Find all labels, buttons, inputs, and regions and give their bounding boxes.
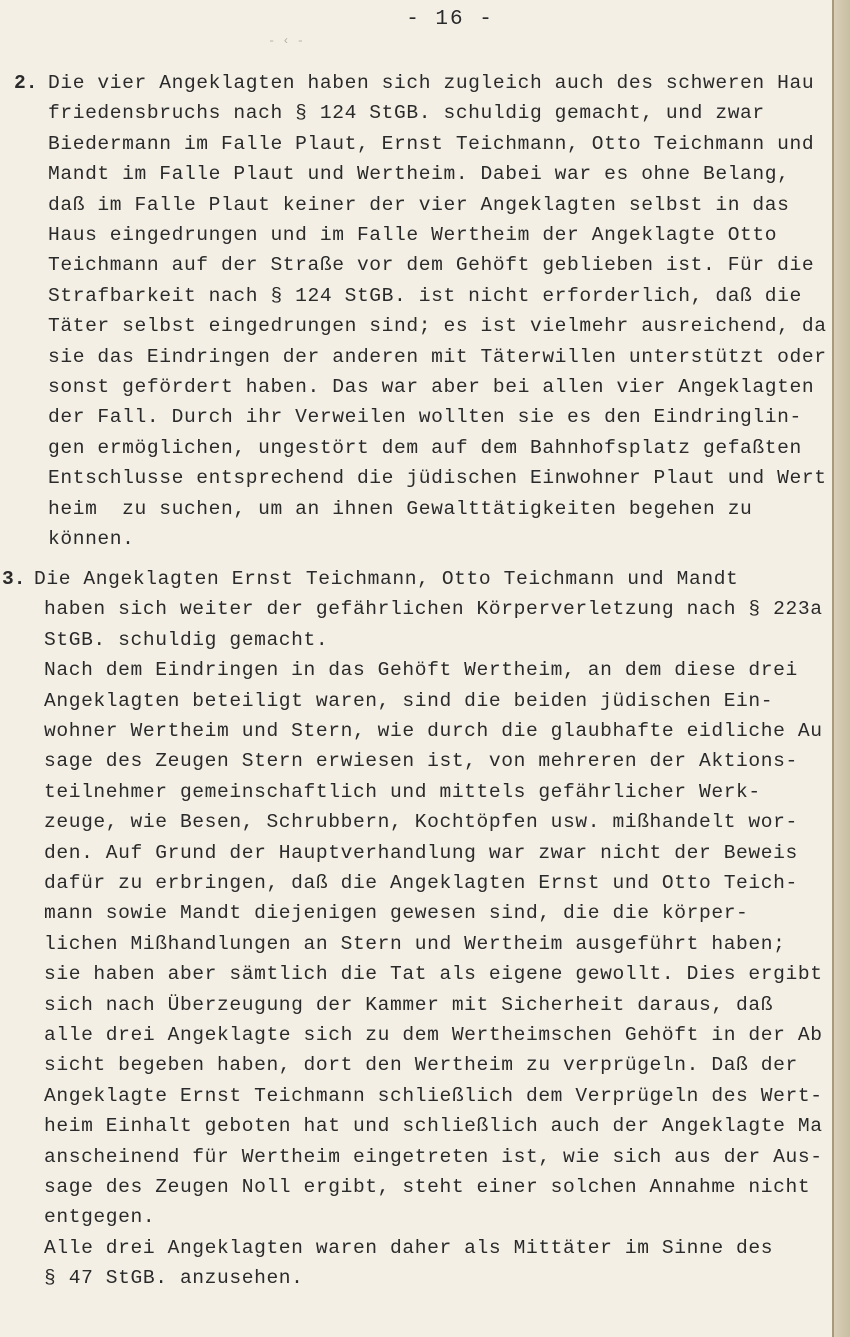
text-line: sonst gefördert haben. Das war aber bei allen vier Angeklagten — [48, 376, 815, 398]
text-line: Täter selbst eingedrungen sind; es ist vielmehr ausreichend, da — [48, 315, 827, 338]
text-line: haben sich weiter der gefährlichen Körperverletzung nach § 223a — [44, 598, 823, 621]
text-line: Angeklagten beteiligt waren, sind die beiden jüdischen Ein- — [44, 689, 774, 712]
margin-mark: - ‹ - — [268, 34, 305, 48]
text-line: Strafbarkeit nach § 124 StGB. ist nicht erforderlich, daß die — [48, 284, 802, 307]
text-line: Entschlusse entsprechend die jüdischen Einwohner Plaut und Wert — [48, 467, 827, 490]
text-line: können. — [48, 528, 135, 550]
text-line: Mandt im Falle Plaut und Wertheim. Dabei war es ohne Belang, — [48, 163, 790, 186]
text-line: sage des Zeugen Noll ergibt, steht einer solchen Annahme nicht — [44, 1176, 811, 1198]
text-line: StGB. schuldig gemacht. — [44, 628, 329, 651]
section-3-number: 3. — [2, 568, 26, 590]
text-line: sicht begeben haben, dort den Wertheim zu verprügeln. Daß der — [44, 1054, 798, 1077]
text-line: lichen Mißhandlungen an Stern und Wertheim ausgeführt haben; — [44, 932, 786, 955]
text-line: mann sowie Mandt diejenigen gewesen sind, die die körper- — [44, 902, 749, 925]
text-line: den. Auf Grund der Hauptverhandlung war zwar nicht der Beweis — [44, 841, 798, 864]
text-line: heim Einhalt geboten hat und schließlich auch der Angeklagte Ma — [44, 1115, 823, 1138]
text-line: Angeklagte Ernst Teichmann schließlich dem Verprügeln des Wert- — [44, 1084, 823, 1107]
text-line: Nach dem Eindringen in das Gehöft Wertheim, an dem diese drei — [44, 659, 798, 682]
text-line: wohner Wertheim und Stern, wie durch die glaubhafte eidliche Au — [44, 720, 823, 742]
text-line: sie das Eindringen der anderen mit Täterwillen unterstützt oder — [48, 345, 827, 368]
text-line: friedensbruchs nach § 124 StGB. schuldig gemacht, und zwar — [48, 102, 765, 125]
text-line: sich nach Überzeugung der Kammer mit Sicherheit daraus, daß — [44, 993, 774, 1016]
text-line: Die vier Angeklagten haben sich zugleich auch des schweren Hau — [48, 72, 815, 94]
text-line: Biedermann im Falle Plaut, Ernst Teichmann, Otto Teichmann und — [48, 132, 815, 155]
text-line: entgegen. — [44, 1206, 156, 1229]
text-line: Teichmann auf der Straße vor dem Gehöft geblieben ist. Für die — [48, 254, 815, 277]
text-line: zeuge, wie Besen, Schrubbern, Kochtöpfen usw. mißhandelt wor- — [44, 811, 798, 834]
text-line: dafür zu erbringen, daß die Angeklagten Ernst und Otto Teich- — [44, 872, 798, 894]
text-line: gen ermöglichen, ungestört dem auf dem Bahnhofsplatz gefaßten — [48, 436, 802, 459]
text-line: der Fall. Durch ihr Verweilen wollten sie es den Eindringlin- — [48, 406, 802, 429]
text-line: sie haben aber sämtlich die Tat als eigene gewollt. Dies ergibt — [44, 963, 823, 986]
text-line: anscheinend für Wertheim eingetreten ist, wie sich aus der Aus- — [44, 1145, 823, 1168]
text-line: Alle drei Angeklagten waren daher als Mittäter im Sinne des — [44, 1236, 774, 1259]
text-line: Die Angeklagten Ernst Teichmann, Otto Teichmann und Mandt — [34, 568, 739, 590]
text-line: sage des Zeugen Stern erwiesen ist, von mehreren der Aktions- — [44, 750, 798, 773]
text-line: teilnehmer gemeinschaftlich und mittels gefährlicher Werk- — [44, 780, 761, 803]
text-line: § 47 StGB. anzusehen. — [44, 1267, 304, 1290]
section-2-number: 2. — [14, 72, 38, 94]
page-number: - 16 - — [406, 8, 494, 31]
text-line: alle drei Angeklagte sich zu dem Wertheimschen Gehöft in der Ab — [44, 1024, 823, 1046]
text-line: Haus eingedrungen und im Falle Wertheim der Angeklagte Otto — [48, 224, 778, 246]
page-edge — [832, 0, 850, 1337]
text-line: daß im Falle Plaut keiner der vier Angeklagten selbst in das — [48, 193, 790, 216]
text-line: heim zu suchen, um an ihnen Gewalttätigkeiten begehen zu — [48, 497, 753, 520]
